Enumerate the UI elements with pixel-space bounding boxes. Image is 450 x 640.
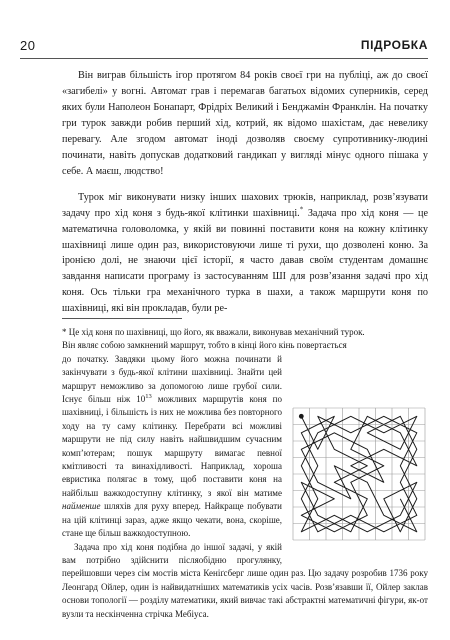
footnote-marker: * [62,327,67,337]
exponent: 13 [145,393,152,401]
footnote-reference[interactable]: * [299,205,304,214]
footnote-line-2 [62,339,428,352]
paragraph-2-before-marker: Турок міг виконувати низку інших шахових трюків, наприклад, розв’язувати задачу про хід коня з будь-якої клітинки шахівниці. [62,191,428,219]
paragraph-2 [62,190,428,318]
footnote-line-1 [62,326,428,339]
footnote-paragraph-2: Задача про хід коня подібна до іншої задачі, у якій вам потрібно здійснити післяобідню прогулянку, перейшовши через сім мостів міста Кеніґсберг лише один раз. Цю задачу розробив 1736 року Леонгард Ойлер, один із найвидатніших математиків усіх часів. Розв’язавши її, Ойлер заклав основи топології — розділу математики, який вивчає такі абстрактні математичні фігури, як-от вузли та нескінченна стрічка Мебіуса. [62,541,428,619]
knights-tour-diagram [290,366,428,560]
footnote-rule [62,318,182,319]
board-grid [293,408,425,540]
footnote [62,326,428,621]
page-number: 20 [20,38,36,53]
footnote-text-a: до початку. Завдяки цьому його можна починати й закінчувати з будь-якої клітини шахівниці. Знайти цей маршрут неможливо за допомогою лише грубої сили. Існує більш ніж 10 [62,353,282,405]
emphasis-word: найменше [62,501,101,512]
knights-tour-figure [290,366,428,560]
footnote-text-b: можливих маршрутів коня по шахівниці, і більшість із них не можлива без повторного ходу на ту саму клітинку. Перебрати всі можливі маршрути не під силу навіть найшвидшим сучасним комп’ютерам; пошук маршруту вимагає певної кмітливості та винахідливості. Наприклад, хороша евристика полягає в тому, щоб поставити коня на найбільш важкодоступну клітинку, з якої він матиме [62,394,283,498]
running-title: ПІДРОБКА [360,38,428,52]
footnote-line-2-text: Він являє собою замкнений маршрут, тобто в кінці його кінь повертається [62,340,347,351]
footnote-line-1-text: Це хід коня по шахівниці, що його, як вважали, виконував механічний турок. [68,327,365,337]
tour-start-marker [299,414,304,419]
header-rule [20,58,428,59]
paragraph-2-after-marker: Задача про хід коня — це математична головоломка, у якій ви повинні поставити коня на кожну клітинку шахівниці лише один раз, використовуючи лише ті рухи, що дозволені коню. За іронією долі, не знаючи цієї історії, я часто давав своїм студентам домашнє завдання написати програму із застосуванням ШІ для розв’язання задачі про хід коня. Ось тільки гра механічного турка в шахи, а також маршрути коня по шахівниці, які він прокладав, були ре- [62,207,428,315]
paragraph-1: Він виграв більшість ігор протягом 84 років своєї гри на публіці, аж до своєї «загибелі» у вогні. Автомат грав і перемагав багатьох відомих суперників, серед яких були Наполеон Бонапарт, Фрідріх Великий і Бенджамін Франклін. На початку гри турок завжди робив перший хід, котрий, як відомо шахістам, дає невелику перевагу. Але згодом автомат іноді дозволяв своєму супротивнику-людині починати, навіть допускав додатковий гандикап у вигляді мінус одного пішака у себе. А маєш, людство! [62,70,428,177]
main-text [62,68,428,317]
footnote-text-c: шляхів для руху вперед. Найкраще побувати на цій клітинці зараз, адже якщо чекати, вона, скоріше, стане ще більш важкодоступною. [62,501,282,539]
